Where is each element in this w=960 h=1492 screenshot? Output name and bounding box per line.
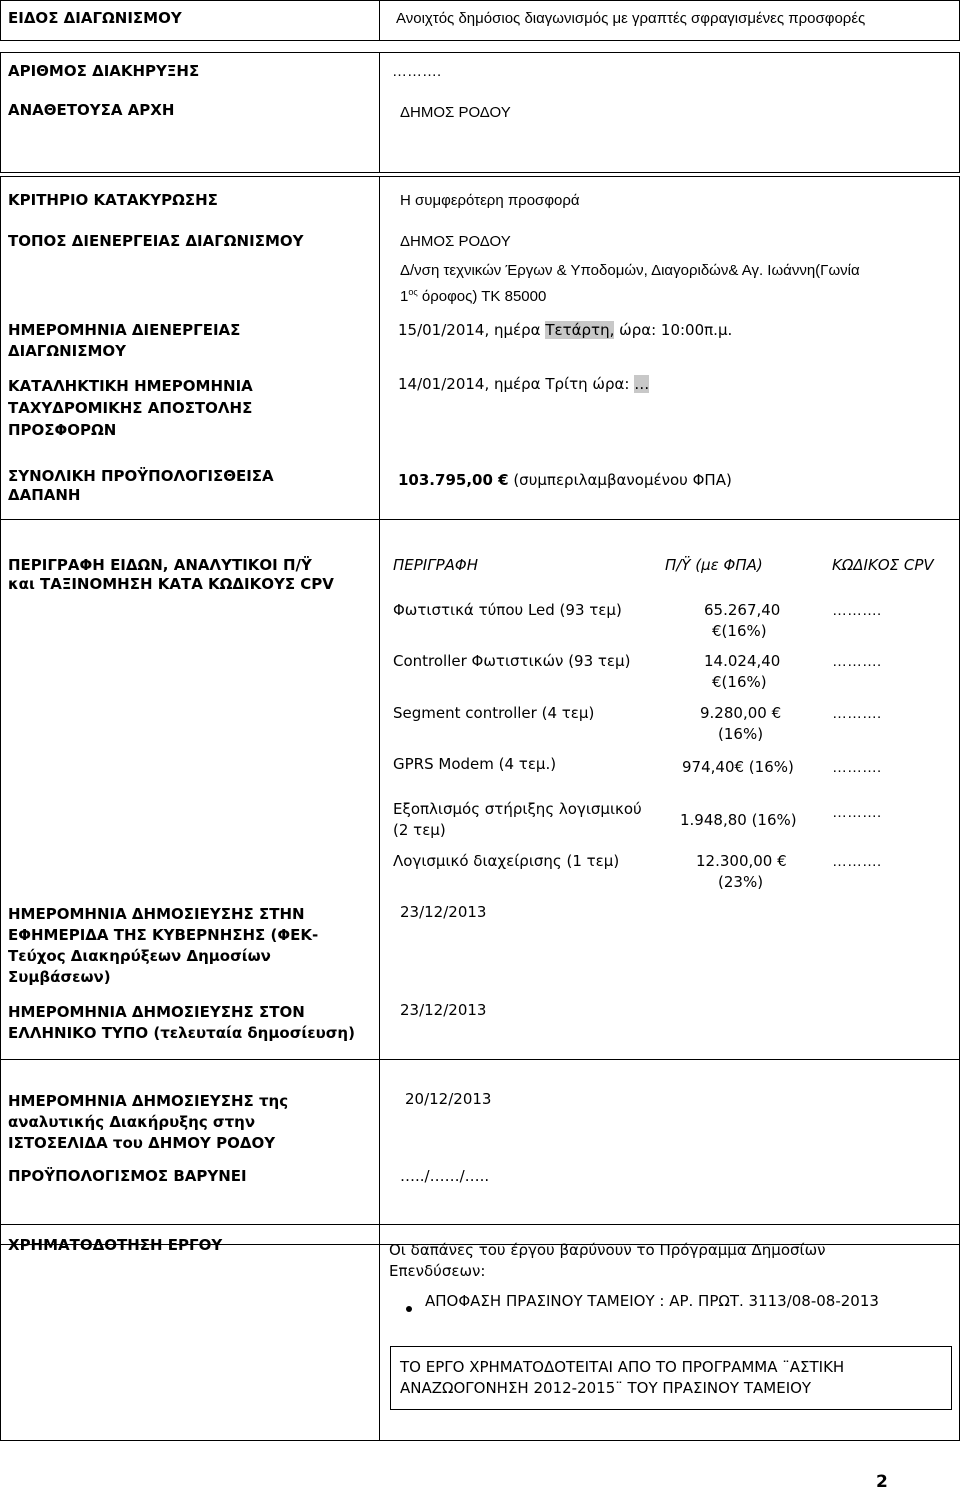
tender-number-label: ΑΡΙΘΜΟΣ ΔΙΑΚΗΡΥΞΗΣ	[8, 62, 200, 80]
tender-type-label: ΕΙΔΟΣ ΔΙΑΓΩΝΙΣΜΟΥ	[8, 9, 182, 27]
gazette-date: 23/12/2013	[400, 903, 487, 921]
date-value-highlight: Τετάρτη,	[545, 321, 615, 339]
items-header-description: ΠΕΡΙΓΡΑΦΗ	[393, 556, 478, 574]
authority-value: ΔΗΜΟΣ ΡΟΔΟΥ	[400, 104, 511, 121]
budget-value	[398, 470, 732, 491]
gazette-label-3: Τεύχος Διακηρύξεων Δημοσίων	[8, 947, 271, 965]
funding-label: ΧΡΗΜΑΤΟΔΟΤΗΣΗ ΕΡΓΟΥ	[8, 1236, 223, 1254]
charged-value: …../……/…..	[400, 1167, 490, 1185]
item-amount: 974,40€ (16%)	[682, 758, 794, 776]
deadline-label-3: ΠΡΟΣΦΟΡΩΝ	[8, 421, 117, 439]
items-label-2: και ΤΑΞΙΝΟΜΗΣΗ ΚΑΤΑ ΚΩΔΙΚΟΥΣ CPV	[8, 575, 334, 593]
floor-suffix: ος	[408, 287, 418, 297]
authority-label: ΑΝΑΘΕΤΟΥΣΑ ΑΡΧΗ	[8, 101, 175, 119]
website-label-1: ΗΜΕΡΟΜΗΝΙΑ ΔΗΜΟΣΙΕΥΣΗΣ της	[8, 1092, 289, 1110]
tender-number-value: ……….	[392, 63, 442, 80]
item-description: Segment controller (4 τεμ)	[393, 704, 595, 722]
items-label-1: ΠΕΡΙΓΡΑΦΗ ΕΙΔΩΝ, ΑΝΑΛΥΤΙΚΟΙ Π/Ϋ	[8, 556, 312, 574]
item-cpv: ……….	[832, 653, 882, 670]
deadline-value-highlight: …	[634, 375, 650, 393]
criterion-value: Η συμφερότερη προσφορά	[400, 192, 580, 209]
date-value	[398, 320, 732, 341]
budget-note: (συμπεριλαμβανομένου ΦΠΑ)	[508, 471, 732, 489]
deadline-label-2: ΤΑΧΥΔΡΟΜΙΚΗΣ ΑΠΟΣΤΟΛΗΣ	[8, 399, 253, 417]
deadline-value	[398, 374, 649, 395]
item-cpv: ……….	[832, 705, 882, 722]
item-amount: 14.024,40	[704, 652, 781, 670]
item-vat: €(16%)	[712, 622, 767, 640]
items-header-cpv: ΚΩΔΙΚΟΣ CPV	[832, 556, 934, 574]
website-date: 20/12/2013	[405, 1090, 492, 1108]
tender-type-value: Ανοιχτός δημόσιος διαγωνισμός με γραπτές σφραγισμένες προσφορές	[396, 10, 866, 27]
date-value-b: ώρα: 10:00π.μ.	[614, 321, 733, 339]
funding-text-2: Επενδύσεων:	[389, 1262, 486, 1280]
item-amount: 65.267,40	[704, 601, 781, 619]
item-description: Εξοπλισμός στήριξης λογισμικού	[393, 800, 642, 818]
website-label-3: ΙΣΤΟΣΕΛΙΔΑ του ΔΗΜΟΥ ΡΟΔΟΥ	[8, 1134, 276, 1152]
date-label-2: ΔΙΑΓΩΝΙΣΜΟΥ	[8, 342, 127, 360]
item-cpv: ……….	[832, 804, 882, 821]
item-cpv: ……….	[832, 602, 882, 619]
press-label-2: ΕΛΛΗΝΙΚΟ ΤΥΠΟ (τελευταία δημοσίευση)	[8, 1024, 355, 1042]
deadline-value-a: 14/01/2014, ημέρα Τρίτη ώρα:	[398, 375, 635, 393]
budget-label-2: ΔΑΠΑΝΗ	[8, 486, 81, 504]
item-amount: 12.300,00 €	[696, 852, 787, 870]
gazette-label-1: ΗΜΕΡΟΜΗΝΙΑ ΔΗΜΟΣΙΕΥΣΗΣ ΣΤΗΝ	[8, 905, 305, 923]
gazette-label-2: ΕΦΗΜΕΡΙΔΑ ΤΗΣ ΚΥΒΕΡΝΗΣΗΣ (ΦΕΚ-	[8, 926, 319, 944]
press-date: 23/12/2013	[400, 1001, 487, 1019]
place-value-3	[400, 282, 546, 307]
item-description: GPRS Modem (4 τεμ.)	[393, 755, 557, 773]
item-amount: 1.948,80 (16%)	[680, 811, 797, 829]
item-vat: (23%)	[718, 873, 764, 891]
floor-rest: όροφος) ΤΚ 85000	[417, 288, 547, 305]
budget-label-1: ΣΥΝΟΛΙΚΗ ΠΡΟΫΠΟΛΟΓΙΣΘΕΙΣΑ	[8, 467, 274, 485]
bullet-icon	[406, 1298, 412, 1317]
budget-amount: 103.795,00 €	[398, 471, 509, 489]
item-cpv: ……….	[832, 853, 882, 870]
item-vat: (16%)	[718, 725, 764, 743]
website-label-2: αναλυτικής Διακήρυξης στην	[8, 1113, 256, 1131]
criterion-label: ΚΡΙΤΗΡΙΟ ΚΑΤΑΚΥΡΩΣΗΣ	[8, 191, 218, 209]
funding-bullet-text: ΑΠΟΦΑΣΗ ΠΡΑΣΙΝΟΥ ΤΑΜΕΙΟΥ : ΑΡ. ΠΡΩΤ. 3113/08-08-2013	[425, 1292, 879, 1310]
item-cpv: ……….	[832, 759, 882, 776]
page-number: 2	[876, 1472, 888, 1492]
item-description-2: (2 τεμ)	[393, 821, 446, 839]
place-label: ΤΟΠΟΣ ΔΙΕΝΕΡΓΕΙΑΣ ΔΙΑΓΩΝΙΣΜΟΥ	[8, 232, 304, 250]
place-value-1: ΔΗΜΟΣ ΡΟΔΟΥ	[400, 233, 511, 250]
deadline-label-1: ΚΑΤΑΛΗΚΤΙΚΗ ΗΜΕΡΟΜΗΝΙΑ	[8, 377, 253, 395]
charged-label: ΠΡΟΫΠΟΛΟΓΙΣΜΟΣ ΒΑΡΥΝΕΙ	[8, 1167, 247, 1185]
funding-box-text-2: ΑΝΑΖΩΟΓΟΝΗΣΗ 2012-2015¨ ΤΟΥ ΠΡΑΣΙΝΟΥ ΤΑΜΕΙΟΥ	[400, 1379, 812, 1397]
item-vat: €(16%)	[712, 673, 767, 691]
item-description: Controller Φωτιστικών (93 τεμ)	[393, 652, 631, 670]
item-amount: 9.280,00 €	[700, 704, 782, 722]
floor-number: 1	[400, 288, 409, 305]
press-label-1: ΗΜΕΡΟΜΗΝΙΑ ΔΗΜΟΣΙΕΥΣΗΣ ΣΤΟΝ	[8, 1003, 305, 1021]
gazette-label-4: Συμβάσεων)	[8, 968, 111, 986]
funding-text-1: Οι δαπάνες του έργου βαρύνουν το Πρόγραμμα Δημοσίων	[389, 1241, 826, 1259]
date-value-a: 15/01/2014, ημέρα	[398, 321, 546, 339]
item-description: Φωτιστικά τύπου Led (93 τεμ)	[393, 601, 622, 619]
funding-box-text-1: ΤΟ ΕΡΓΟ ΧΡΗΜΑΤΟΔΟΤΕΙΤΑΙ ΑΠΟ ΤΟ ΠΡΟΓΡΑΜΜΑ ¨ΑΣΤΙΚΗ	[400, 1358, 845, 1376]
item-description: Λογισμικό διαχείρισης (1 τεμ)	[393, 852, 620, 870]
items-header-amount: Π/Ϋ (με ΦΠΑ)	[665, 556, 763, 574]
date-label-1: ΗΜΕΡΟΜΗΝΙΑ ΔΙΕΝΕΡΓΕΙΑΣ	[8, 321, 241, 339]
place-value-2: Δ/νση τεχνικών Έργων & Υποδομών, Διαγοριδών& Αγ. Ιωάννη(Γωνία	[400, 262, 860, 279]
